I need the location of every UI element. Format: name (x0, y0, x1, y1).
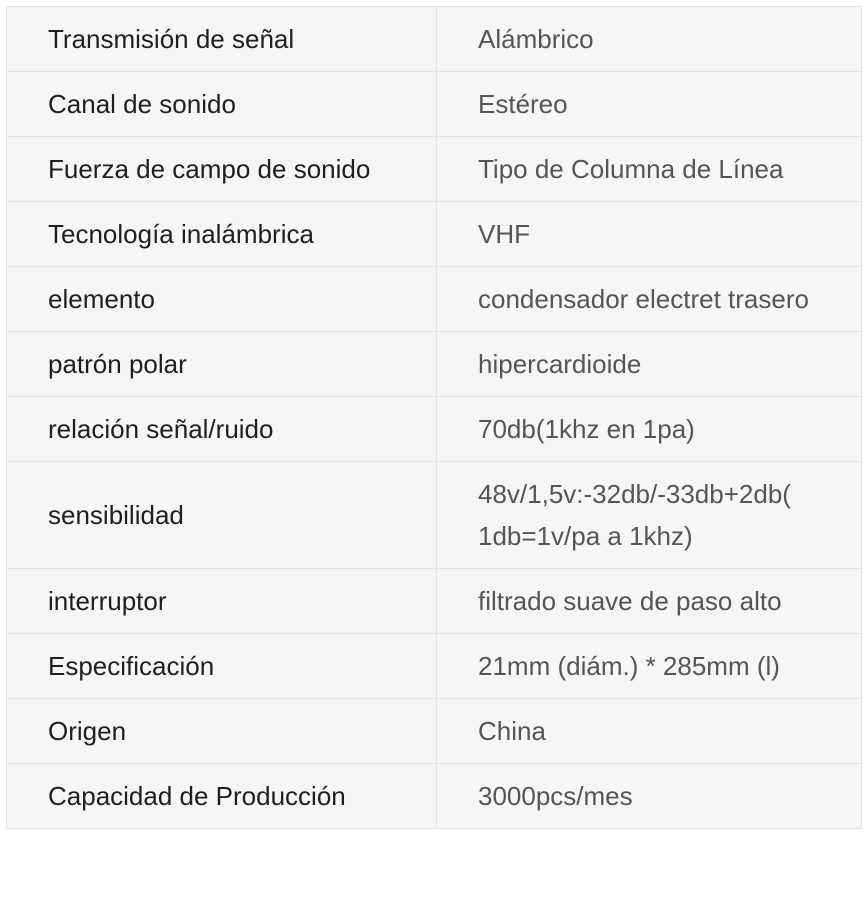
spec-value: hipercardioide (437, 332, 862, 397)
table-row (7, 332, 862, 397)
table-row (7, 7, 862, 72)
spec-key: elemento (7, 267, 437, 332)
spec-key: sensibilidad (7, 462, 437, 569)
spec-key: Especificación (7, 634, 437, 699)
spec-key: interruptor (7, 569, 437, 634)
spec-key: Fuerza de campo de sonido (7, 137, 437, 202)
spec-value: 21mm (diám.) * 285mm (l) (437, 634, 862, 699)
spec-value: Alámbrico (437, 7, 862, 72)
table-row (7, 397, 862, 462)
spec-value: 48v/1,5v:-32db/-33db+2db( 1db=1v/pa a 1khz) (437, 462, 862, 569)
spec-value: Tipo de Columna de Línea (437, 137, 862, 202)
table-row (7, 137, 862, 202)
spec-value: China (437, 699, 862, 764)
table-row (7, 764, 862, 829)
spec-value: condensador electret trasero (437, 267, 862, 332)
spec-key: relación señal/ruido (7, 397, 437, 462)
spec-value: Estéreo (437, 72, 862, 137)
table-row (7, 202, 862, 267)
table-row (7, 634, 862, 699)
spec-key: Tecnología inalámbrica (7, 202, 437, 267)
spec-value: 3000pcs/mes (437, 764, 862, 829)
spec-value: filtrado suave de paso alto (437, 569, 862, 634)
table-row (7, 72, 862, 137)
table-row (7, 569, 862, 634)
table-row (7, 267, 862, 332)
spec-key: patrón polar (7, 332, 437, 397)
spec-table (6, 6, 862, 829)
spec-value: VHF (437, 202, 862, 267)
spec-key: Origen (7, 699, 437, 764)
spec-key: Canal de sonido (7, 72, 437, 137)
spec-key: Capacidad de Producción (7, 764, 437, 829)
spec-value: 70db(1khz en 1pa) (437, 397, 862, 462)
table-row (7, 699, 862, 764)
table-row (7, 462, 862, 569)
spec-key: Transmisión de señal (7, 7, 437, 72)
